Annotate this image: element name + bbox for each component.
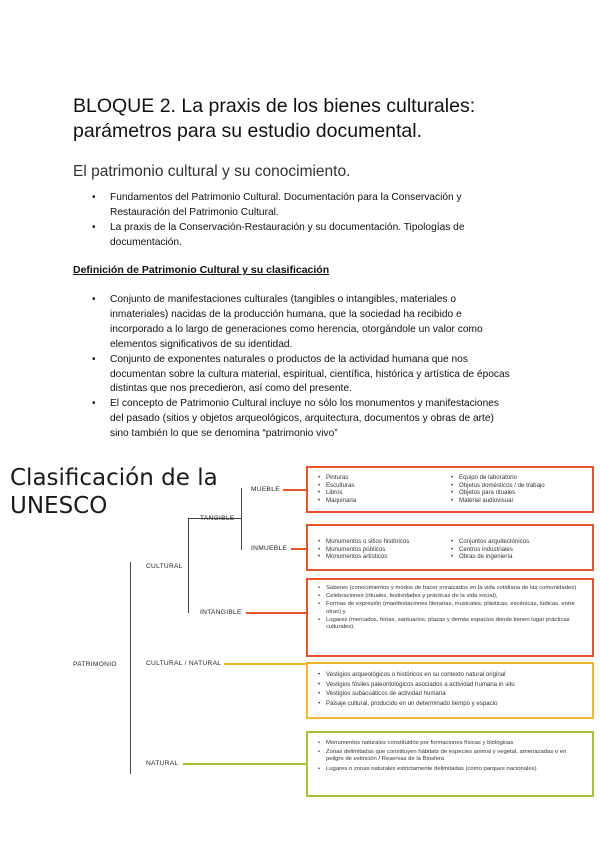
list-item: • Conjuntos arquitectónicos xyxy=(451,538,584,546)
list-item: • Fundamentos del Patrimonio Cultural. Documentación para la Conservación y Restauración del Patrimonio Cultural. xyxy=(110,190,510,220)
list-item: • Libros xyxy=(318,489,451,497)
page-title: BLOQUE 2. La praxis de los bienes culturales: parámetros para su estudio documental. xyxy=(73,95,476,142)
list-item: • Material audiovisual xyxy=(451,497,584,505)
list-item: • Vestigios arqueológicos o históricos en su contexto natural original xyxy=(318,670,584,680)
intangible-list xyxy=(318,585,584,631)
patrimonio-label: PATRIMONIO xyxy=(73,661,117,668)
definition-list xyxy=(110,293,510,442)
inmueble-right-list xyxy=(451,538,584,561)
list-item: • Vestigios subacuáticos de actividad humana xyxy=(318,689,584,699)
cultural-natural-connector xyxy=(224,663,306,665)
inmueble-connector xyxy=(291,548,306,550)
list-item: • Conjunto de manifestaciones culturales (tangibles o intangibles, materiales o inmateriales) nacidas de la producción humana, que la sociedad ha recibido e incorporado a lo largo de generaciones como herencia, otorgándole un valor como elementos significativos de su identidad. xyxy=(110,293,510,353)
inmueble-box xyxy=(306,524,594,571)
list-item: • Monumentos públicos xyxy=(318,546,451,554)
mueble-right-list xyxy=(451,474,584,504)
list-item: • La praxis de la Conservación-Restauración y su documentación. Tipologías de documentación. xyxy=(110,220,510,250)
mueble-label: MUEBLE xyxy=(251,486,280,493)
list-item: • Objetos para rituales xyxy=(451,489,584,497)
natural-connector xyxy=(183,763,306,765)
section-subtitle: El patrimonio cultural y su conocimiento. xyxy=(73,163,351,180)
list-item: • Equipo de laboratorio xyxy=(451,474,584,482)
list-item: • Monumentos artísticos xyxy=(318,553,451,561)
list-item: • Monumentos o sitios históricos xyxy=(318,538,451,546)
list-item: • Vestigios fósiles paleontológicos asociados a actividad humana in situ xyxy=(318,680,584,690)
intangible-connector xyxy=(246,612,306,614)
list-item: • Saberes (conocimientos y modos de hacer enraizados en la vida cotidiana de las comunidades) xyxy=(318,585,584,592)
mueble-connector xyxy=(283,489,306,491)
mueble-box xyxy=(306,466,594,513)
list-item: • Centros industriales xyxy=(451,546,584,554)
cultural-natural-box xyxy=(306,662,594,719)
list-item: • Lugares o zonas naturales estrictamente delimitadas (como parques nacionales) xyxy=(318,766,584,773)
list-item: • Zonas delimitadas que constituyen hábitats de especies animal y vegetal, amenazadas o en peligro de extinción / Reservas de la Biosfera xyxy=(318,749,584,763)
list-item: • Monumentos naturales constituidos por formaciones físicas y biológicas xyxy=(318,740,584,747)
inmueble-label: INMUEBLE xyxy=(251,545,288,552)
list-item: • Objetos domésticos / de trabajo xyxy=(451,482,584,490)
list-item: • Celebraciones (rituales, festividades y prácticas de la vida social), xyxy=(318,593,584,600)
tangible-label: TANGIBLE xyxy=(200,515,235,522)
intangible-label: INTANGIBLE xyxy=(200,609,242,616)
cultural-label: CULTURAL xyxy=(146,563,183,570)
natural-label: NATURAL xyxy=(146,760,179,767)
list-item: • Conjunto de exponentes naturales o productos de la actividad humana que nos documentan sobre la cultura material, espiritual, científica, histórica y artística de épocas distintas que nos precedieron, así como del presente. xyxy=(110,353,510,398)
list-item: • Paisaje cultural, producido en un determinado tiempo y espacio xyxy=(318,699,584,709)
list-item: • Pinturas xyxy=(318,474,451,482)
intangible-box xyxy=(306,578,594,657)
list-item: • Esculturas xyxy=(318,482,451,490)
list-item: • Maquinaria xyxy=(318,497,451,505)
patrimonio-vertical-line xyxy=(130,562,131,774)
list-item: • Lugares (mercados, ferias, santuarios, plazas y demás espacios donde tienen lugar prácticas culturales). xyxy=(318,617,584,631)
tangible-vertical-line xyxy=(241,488,242,550)
cultural-vertical-line xyxy=(188,518,189,613)
list-item: • Obras de ingeniería xyxy=(451,553,584,561)
natural-box xyxy=(306,731,594,797)
list-item: • El concepto de Patrimonio Cultural incluye no sólo los monumentos y manifestaciones del pasado (sitios y objetos arqueológicos, arquitectura, documentos y obras de arte) sino también lo que se denomina “patrimonio vivo” xyxy=(110,397,510,442)
inmueble-left-list xyxy=(318,538,451,561)
natural-list xyxy=(318,740,584,773)
diagram-title: Clasificación de la UNESCO xyxy=(10,465,218,519)
mueble-left-list xyxy=(318,474,451,504)
topic-list xyxy=(110,190,510,250)
list-item: • Formas de expresión (manifestaciones literarias, musicales, plásticas, escénicas, lúdicas, entre otras) y xyxy=(318,601,584,615)
cultural-natural-label: CULTURAL / NATURAL xyxy=(146,660,222,667)
definition-heading: Definición de Patrimonio Cultural y su clasificación xyxy=(73,264,330,276)
cultural-natural-list xyxy=(318,670,584,708)
